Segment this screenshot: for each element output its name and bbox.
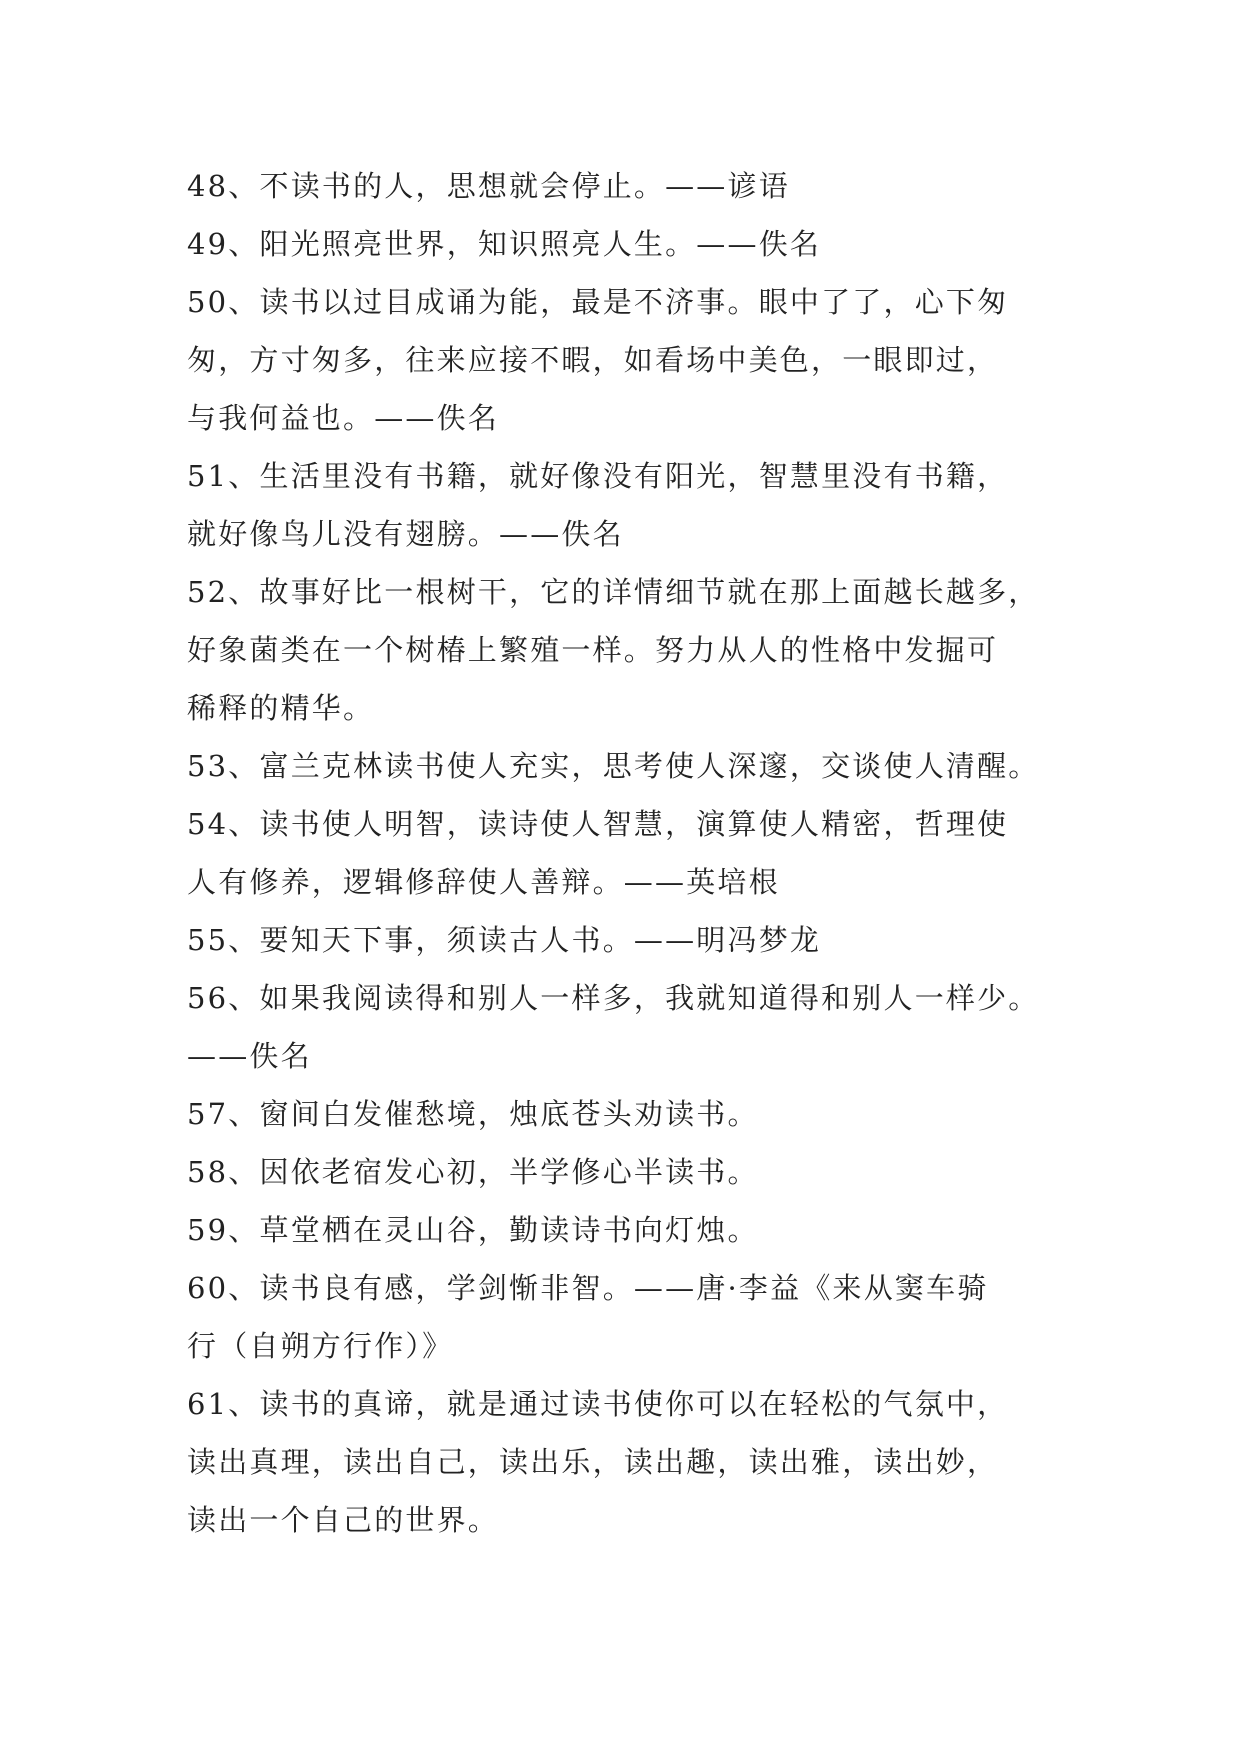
text-line: 52、故事好比一根树干，它的详情细节就在那上面越长越多，: [187, 575, 1040, 609]
text-line: 好象菌类在一个树椿上繁殖一样。努力从人的性格中发掘可: [187, 633, 999, 667]
text-line: 55、要知天下事，须读古人书。——明冯梦龙: [187, 923, 822, 957]
text-line: 58、因依老宿发心初，半学修心半读书。: [187, 1155, 759, 1189]
text-line: 人有修养，逻辑修辞使人善辩。——英培根: [187, 865, 780, 899]
text-line: 49、阳光照亮世界，知识照亮人生。——佚名: [187, 227, 822, 261]
text-line: ——佚名: [187, 1039, 312, 1073]
text-line: 61、读书的真谛，就是通过读书使你可以在轻松的气氛中，: [187, 1387, 1009, 1421]
text-line: 59、草堂栖在灵山谷，勤读诗书向灯烛。: [187, 1213, 759, 1247]
text-line: 54、读书使人明智，读诗使人智慧，演算使人精密，哲理使: [187, 807, 1009, 841]
text-line: 48、不读书的人，思想就会停止。——谚语: [187, 169, 790, 203]
text-line: 60、读书良有感，学剑惭非智。——唐·李益《来从窦车骑: [187, 1271, 989, 1305]
text-line: 51、生活里没有书籍，就好像没有阳光，智慧里没有书籍，: [187, 459, 1009, 493]
text-line: 56、如果我阅读得和别人一样多，我就知道得和别人一样少。: [187, 981, 1040, 1015]
text-line: 稀释的精华。: [187, 691, 375, 725]
text-line: 与我何益也。——佚名: [187, 401, 500, 435]
quote-list: [187, 157, 1067, 1549]
text-line: 就好像鸟儿没有翅膀。——佚名: [187, 517, 624, 551]
text-line: 读出真理，读出自己，读出乐，读出趣，读出雅，读出妙，: [187, 1445, 999, 1479]
text-line: 57、窗间白发催愁境，烛底苍头劝读书。: [187, 1097, 759, 1131]
text-line: 50、读书以过目成诵为能，最是不济事。眼中了了，心下匆: [187, 285, 1009, 319]
text-line: 匆，方寸匆多，往来应接不暇，如看场中美色，一眼即过，: [187, 343, 999, 377]
text-line: 行（自朔方行作）》: [187, 1329, 454, 1363]
text-line: 读出一个自己的世界。: [187, 1503, 500, 1537]
text-line: 53、富兰克林读书使人充实，思考使人深邃，交谈使人清醒。: [187, 749, 1040, 783]
